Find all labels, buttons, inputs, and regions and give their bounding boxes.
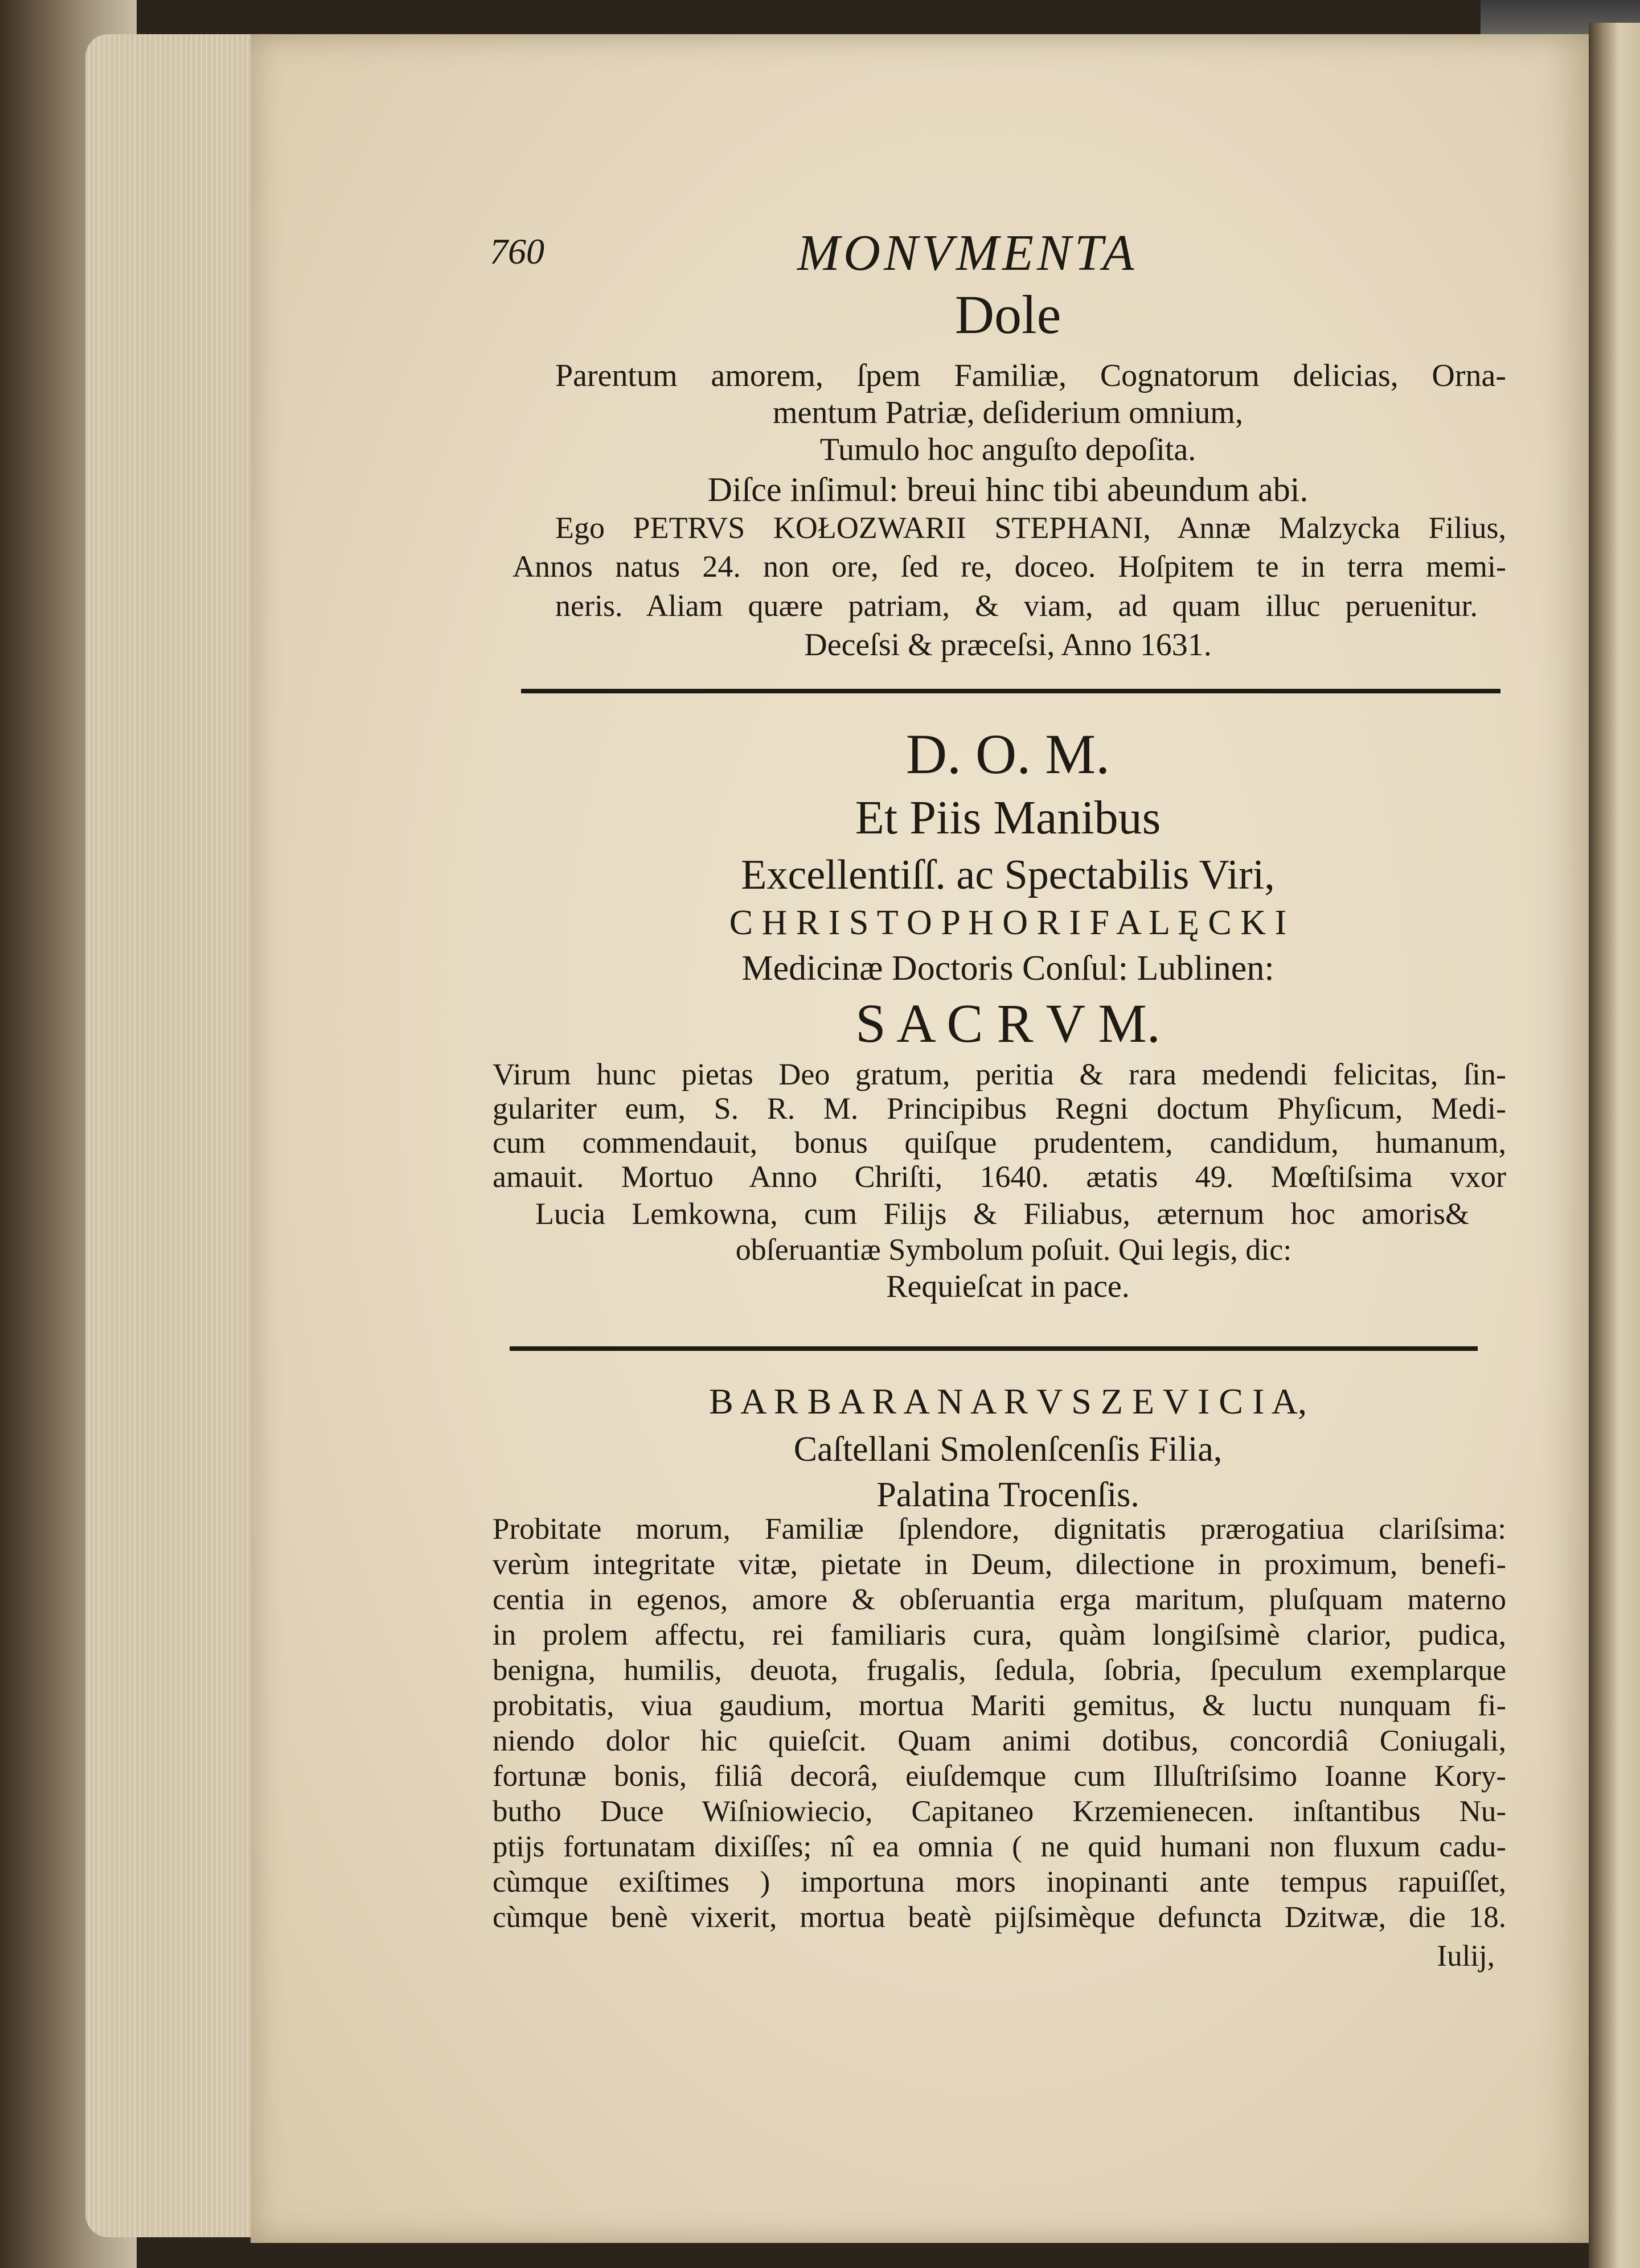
epitaph3-body-line: centia in egenos, amore & obſeruantia erga maritum, pluſquam materno: [493, 1583, 1506, 1616]
sacrum-heading: S A C R V M.: [855, 993, 1161, 1054]
epitaph2-line: Excellentiſſ. ac Spectabilis Viri,: [741, 852, 1275, 898]
epitaph1-line: Ego PETRVS KOŁOZWARII STEPHANI, Annæ Malzycka Filius,: [555, 511, 1506, 545]
epitaph3-line: Palatina Trocenſis.: [876, 1476, 1139, 1514]
epitaph2-body-line: gulariter eum, S. R. M. Principibus Regni doctum Phyſicum, Medi-: [493, 1091, 1506, 1125]
epitaph1-line: Parentum amorem, ſpem Familiæ, Cognatorum delicias, Orna-: [555, 358, 1506, 393]
epitaph1-line: Diſce inſimul: breui hinc tibi abeundum abi.: [707, 471, 1309, 508]
epitaph1-line: Annos natus 24. non ore, ſed re, doceo. Hoſpitem te in terra memi-: [512, 549, 1506, 584]
epitaph2-body-line: Lucia Lemkowna, cum Filijs & Filiabus, æternum hoc amoris&: [535, 1197, 1469, 1231]
catchword: Iulij,: [1437, 1940, 1495, 1973]
epitaph3-body-line: benigna, humilis, deuota, frugalis, ſedula, ſobria, ſpeculum exemplarque: [493, 1654, 1506, 1687]
epitaph3-body-line: cùmque benè vixerit, mortua beatè pijſsimèque defuncta Dzitwæ, die 18.: [493, 1901, 1506, 1934]
epitaph2-body-line: Requieſcat in pace.: [886, 1269, 1130, 1304]
epitaph2-line: Et Piis Manibus: [855, 791, 1161, 844]
epitaph3-body-line: niendo dolor hic quieſcit. Quam animi dotibus, concordiâ Coniugali,: [493, 1724, 1506, 1757]
epitaph2-body-line: amauit. Mortuo Anno Chriſti, 1640. ætatis 49. Mœſtiſsima vxor: [493, 1160, 1506, 1194]
divider-rule: [510, 1346, 1478, 1351]
epitaph2-body-line: cum commendauit, bonus quiſque prudentem, candidum, humanum,: [493, 1125, 1506, 1160]
running-head: MONVMENTA: [797, 225, 1138, 281]
epitaph2-name: C H R I S T O P H O R I F A L Ę C K I: [729, 903, 1287, 942]
page-edges: [85, 34, 279, 2237]
epitaph1-line: Deceſsi & præceſsi, Anno 1631.: [804, 627, 1212, 663]
epitaph2-body-line: Virum hunc pietas Deo gratum, peritia & rara medendi felicitas, ſin-: [493, 1057, 1506, 1091]
epitaph3-body-line: Probitate morum, Familiæ ſplendore, dignitatis prærogatiua clariſsima:: [493, 1513, 1506, 1546]
epitaph3-line: Caſtellani Smolenſcenſis Filia,: [793, 1430, 1223, 1469]
epitaph1-line: Tumulo hoc anguſto depoſita.: [819, 432, 1196, 467]
epitaph3-body-line: fortunæ bonis, filiâ decorâ, eiuſdemque cum Illuſtriſsimo Ioanne Kory-: [493, 1760, 1506, 1793]
page-number: 760: [490, 231, 544, 272]
divider-rule: [521, 689, 1500, 693]
facing-page-edge: [1589, 23, 1640, 2268]
epitaph3-body-line: butho Duce Wiſniowiecio, Capitaneo Krzemienecen. inſtantibus Nu-: [493, 1795, 1506, 1828]
epitaph1-line: mentum Patriæ, deſiderium omnium,: [773, 395, 1243, 430]
epitaph2-body-line: obſeruantiæ Symbolum poſuit. Qui legis, dic:: [735, 1232, 1292, 1267]
epitaph3-name: B A R B A R A N A R V S Z E V I C I A,: [709, 1381, 1307, 1421]
epitaph3-body-line: verùm integritate vitæ, pietate in Deum, dilectione in proximum, benefi-: [493, 1548, 1506, 1581]
epitaph1-line: neris. Aliam quære patriam, & viam, ad quam illuc peruenitur.: [555, 589, 1478, 623]
epitaph3-body-line: cùmque exiſtimes ) importuna mors inopinanti ante tempus rapuiſſet,: [493, 1866, 1506, 1899]
epitaph2-line: Medicinæ Doctoris Conſul: Lublinen:: [741, 949, 1274, 988]
epitaph3-body-line: in prolem affectu, rei familiaris cura, quàm longiſsimè clarior, pudica,: [493, 1618, 1506, 1651]
epitaph3-body-line: probitatis, viua gaudium, mortua Mariti gemitus, & luctu nunquam fi-: [493, 1689, 1506, 1722]
epitaph1-heading: Dole: [954, 284, 1061, 345]
dom-heading: D. O. M.: [905, 722, 1110, 786]
epitaph3-body-line: ptijs fortunatam dixiſſes; nî ea omnia ( ne quid humani non fluxum cadu-: [493, 1830, 1506, 1863]
